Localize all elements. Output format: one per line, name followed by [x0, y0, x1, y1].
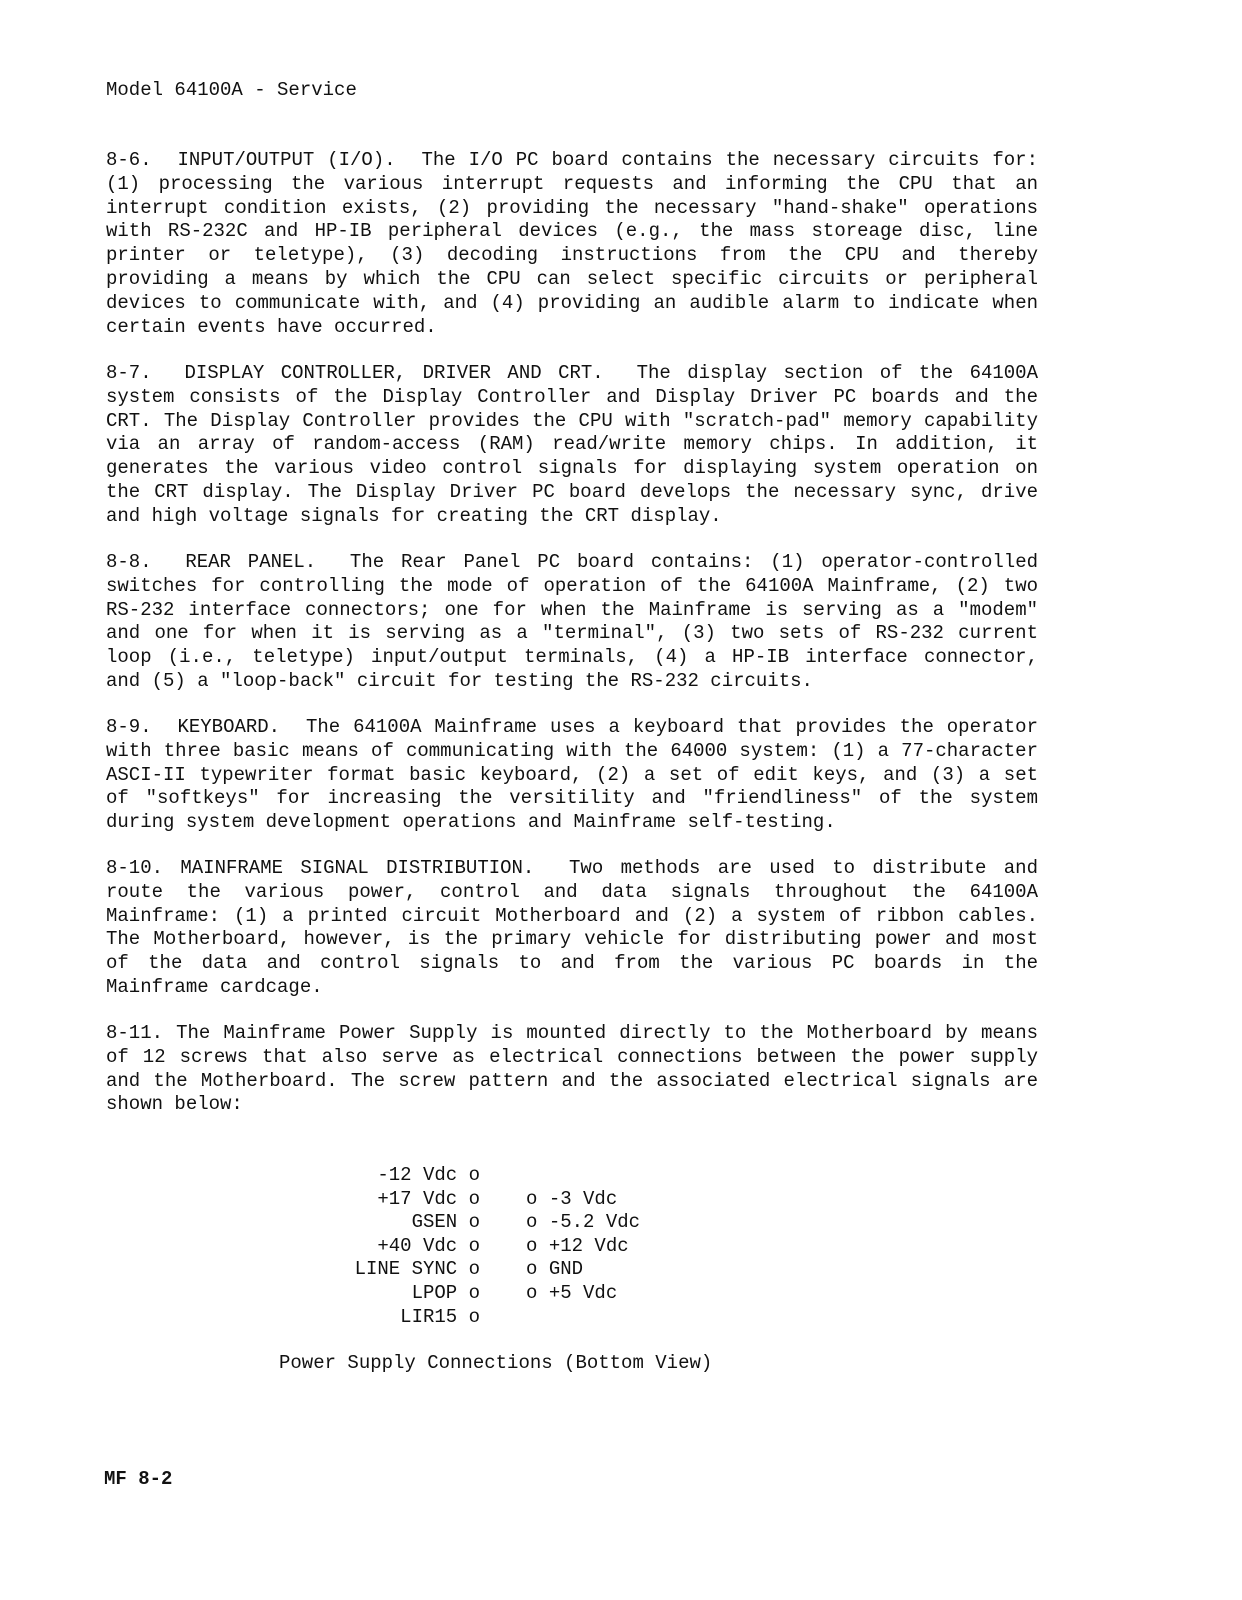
- pin-row: [350, 1164, 480, 1188]
- screw-pin-icon: o: [468, 1234, 480, 1257]
- pin-row: [350, 1306, 480, 1330]
- section-8-9: [106, 716, 1038, 835]
- section-body: The I/O PC board contains the necessary circuits for: (1) processing the various interrupt requests and informing the CPU that an interrupt condition exists, (2) providing the necessary "hand-shake" operations with RS-232C and HP-IB peripheral devices (e.g., the mass storeage disc, line printer or teletype), (3) decoding instructions from the CPU and thereby providing a means by which the CPU can select specific circuits or peripheral devices to communicate with, and (4) providing an audible alarm to indicate when certain events have occurred.: [106, 149, 1038, 338]
- section-body: Two methods are used to distribute and route the various power, control and data signals throughout the 64100A Mainframe: (1) a printed circuit Motherboard and (2) a system of ribbon cables. The Motherboard, however, is the primary vehicle for distributing power and most of the data and control signals to and from the various PC boards in the Mainframe cardcage.: [106, 857, 1038, 998]
- screw-pin-icon: o: [468, 1258, 480, 1281]
- pin-row: [350, 1235, 480, 1259]
- section-number: 8-6.: [106, 149, 152, 171]
- section-8-8: [106, 551, 1038, 694]
- pin-label: +5 Vdc: [548, 1281, 618, 1304]
- screw-pin-icon: o: [468, 1281, 480, 1304]
- screw-pin-icon: o: [526, 1281, 538, 1304]
- section-8-6: [106, 149, 1038, 339]
- right-pin-column: [526, 1188, 726, 1306]
- section-number: 8-11.: [106, 1022, 164, 1044]
- figure-caption: Power Supply Connections (Bottom View): [279, 1352, 713, 1374]
- pin-row: [350, 1211, 480, 1235]
- section-8-11: [106, 1022, 1038, 1117]
- pin-row: [526, 1282, 726, 1306]
- screw-pin-icon: o: [526, 1258, 538, 1281]
- section-8-10: [106, 857, 1038, 1000]
- screw-pin-icon: o: [526, 1211, 538, 1234]
- pin-label: -3 Vdc: [548, 1187, 618, 1210]
- section-title: MAINFRAME SIGNAL DISTRIBUTION.: [180, 857, 535, 879]
- screw-pin-icon: o: [468, 1305, 480, 1328]
- pin-label: LPOP: [411, 1281, 458, 1304]
- pin-label: GSEN: [411, 1211, 458, 1234]
- screw-pin-icon: o: [468, 1164, 480, 1186]
- pin-row: [526, 1258, 726, 1282]
- screw-pin-icon: o: [526, 1234, 538, 1257]
- pin-label: GND: [548, 1258, 584, 1281]
- pin-row: [526, 1188, 726, 1212]
- pin-label: +12 Vdc: [548, 1234, 629, 1257]
- section-body: The Rear Panel PC board contains: (1) operator-controlled switches for controlling the mode of operation of the 64100A Mainframe, (2) two RS-232 interface connectors; one for when the Mainframe is serving as a "modem" and one for when it is serving as a "terminal", (3) two sets of RS-232 current loop (i.e., teletype) input/output terminals, (4) a HP-IB interface connector, and (5) a "loop-back" circuit for testing the RS-232 circuits.: [106, 551, 1038, 692]
- left-pin-column: [350, 1164, 480, 1329]
- section-8-7: [106, 362, 1038, 529]
- section-body: The display section of the 64100A system consists of the Display Controller and Display Driver PC boards and the CRT. The Display Controller provides the CPU with "scratch-pad" memory capability via an array of random-access (RAM) read/write memory chips. In addition, it generates the various video control signals for displaying system operation on the CRT display. The Display Driver PC board develops the necessary sync, drive and high voltage signals for creating the CRT display.: [106, 362, 1038, 527]
- pin-label: -5.2 Vdc: [548, 1211, 641, 1234]
- running-head: Model 64100A - Service: [106, 79, 357, 101]
- section-number: 8-8.: [106, 551, 152, 573]
- pin-row: [526, 1211, 726, 1235]
- screw-pin-icon: o: [526, 1187, 538, 1210]
- screw-pin-icon: o: [468, 1187, 480, 1210]
- section-number: 8-7.: [106, 362, 152, 384]
- pin-label: LIR15: [400, 1305, 458, 1328]
- pin-label: LINE SYNC: [354, 1258, 458, 1281]
- pin-label: -12 Vdc: [377, 1164, 458, 1186]
- pin-row: [350, 1282, 480, 1306]
- section-title: DISPLAY CONTROLLER, DRIVER AND CRT.: [184, 362, 604, 384]
- section-title: INPUT/OUTPUT (I/O).: [177, 149, 396, 171]
- section-title: REAR PANEL.: [185, 551, 317, 573]
- section-number: 8-9.: [106, 716, 152, 738]
- screw-pin-icon: o: [468, 1211, 480, 1234]
- pin-row: [350, 1188, 480, 1212]
- section-title: KEYBOARD.: [177, 716, 281, 738]
- page-number: MF 8-2: [104, 1468, 173, 1490]
- pin-row: [350, 1258, 480, 1282]
- pin-label: +17 Vdc: [377, 1187, 458, 1210]
- section-number: 8-10.: [106, 857, 164, 879]
- pin-row: [526, 1235, 726, 1259]
- section-body: The 64100A Mainframe uses a keyboard that provides the operator with three basic means of communicating with the 64000 system: (1) a 77-character ASCI-II typewriter format basic keyboard, (2) a set of edit keys, and (3) a set of "softkeys" for increasing the versitility and "friendliness" of the system during system development operations and Mainframe self-testing.: [106, 716, 1038, 834]
- section-body: The Mainframe Power Supply is mounted directly to the Motherboard by means of 12 screws that also serve as electrical connections between the power supply and the Motherboard. The screw pattern and the associated electrical signals are shown below:: [106, 1022, 1038, 1116]
- pin-label: +40 Vdc: [377, 1234, 458, 1257]
